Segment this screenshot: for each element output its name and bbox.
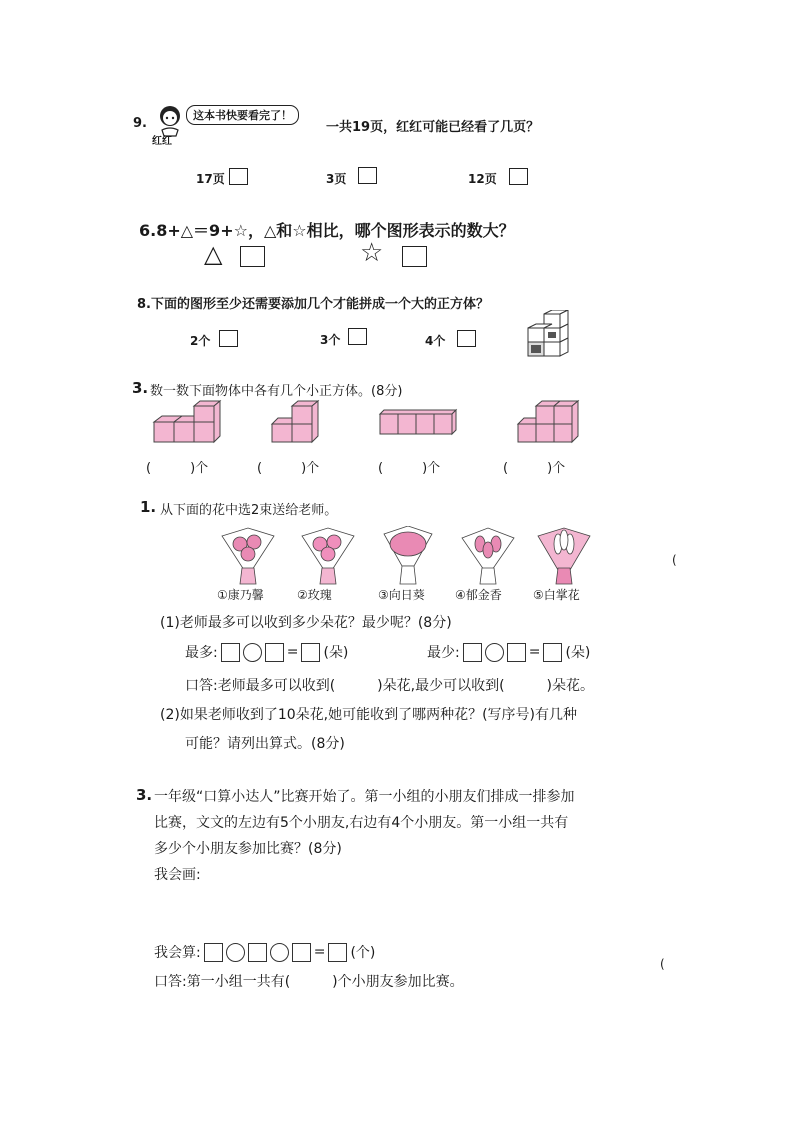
q8-answer-box-2[interactable] — [348, 328, 367, 345]
star-icon: ☆ — [360, 238, 384, 268]
flower-label-3: ③向日葵 — [378, 588, 425, 602]
least-operator-circle[interactable] — [485, 643, 504, 662]
most-box-1[interactable] — [221, 643, 240, 662]
calc-operator-circle-1[interactable] — [226, 943, 245, 962]
cropped-line-remnant — [170, 764, 360, 770]
q8-answer-box-3[interactable] — [457, 330, 476, 347]
calc-equation — [154, 942, 375, 962]
q3a-answer-3[interactable]: ( )个 — [378, 461, 441, 476]
q3b-line2: 比赛，文文的左边有5个小朋友,右边有4个小朋友。第一小组一共有 — [154, 815, 569, 831]
flower-bouquets — [218, 526, 598, 586]
q9-text: 一共19页，红红可能已经看了几页？ — [326, 120, 540, 135]
least-box-1[interactable] — [463, 643, 482, 662]
q3b-draw-label: 我会画: — [154, 867, 201, 883]
q8-option-4: 4个 — [425, 334, 446, 348]
q9-number: 9. — [133, 116, 147, 131]
q8-option-2: 2个 — [190, 334, 211, 348]
bouquet-2 — [302, 528, 354, 584]
q9-answer-box-3[interactable] — [509, 168, 528, 185]
least-box-2[interactable] — [507, 643, 526, 662]
flower-label-1: ①康乃馨 — [217, 588, 264, 602]
q1-number: 1. — [140, 498, 157, 516]
q3a-answer-2[interactable]: ( )个 — [257, 461, 320, 476]
cube-figure-1 — [154, 401, 220, 442]
calc-result-box[interactable] — [328, 943, 347, 962]
calc-operator-circle-2[interactable] — [270, 943, 289, 962]
margin-mark-2: ( — [660, 957, 665, 971]
calc-box-2[interactable] — [248, 943, 267, 962]
q8-answer-box-1[interactable] — [219, 330, 238, 347]
least-result-box[interactable] — [543, 643, 562, 662]
q3a-text: 数一数下面物体中各有几个小正方体。(8分) — [150, 384, 403, 399]
cube-figures — [150, 398, 610, 450]
most-operator-circle[interactable] — [243, 643, 262, 662]
calc-unit: (个) — [350, 945, 376, 961]
speech-bubble: 这本书快要看完了！ — [186, 105, 299, 125]
q3a-answer-1[interactable]: ( )个 — [146, 461, 209, 476]
flower-label-5: ⑤白掌花 — [533, 588, 580, 602]
q9-answer-box-2[interactable] — [358, 167, 377, 184]
least-equals: = — [528, 644, 541, 660]
q9-option-3: 3页 — [326, 172, 347, 186]
bouquet-3 — [384, 526, 432, 584]
cube-figure-4 — [518, 401, 578, 442]
q9-option-17: 17页 — [196, 172, 225, 186]
most-box-2[interactable] — [265, 643, 284, 662]
girl-name: 红红 — [152, 136, 172, 147]
q9-option-12: 12页 — [468, 172, 497, 186]
flower-label-2: ②玫瑰 — [297, 588, 332, 602]
q3b-line3: 多少个小朋友参加比赛？(8分) — [154, 841, 342, 857]
q1-sub2-line1: (2)如果老师收到了10朵花,她可能收到了哪两种花？(写序号)有几种 — [160, 707, 578, 723]
least-equation — [427, 642, 590, 662]
least-unit: (朵) — [565, 645, 591, 661]
q8-option-3: 3个 — [320, 333, 341, 347]
q3a-number: 3. — [132, 379, 149, 397]
q3b-line1: 一年级“口算小达人”比赛开始了。第一小组的小朋友们排成一排参加 — [154, 789, 575, 805]
cropped-line-remnant-2 — [160, 1000, 290, 1005]
calc-equals: = — [313, 944, 326, 960]
triangle-answer-box[interactable] — [240, 246, 265, 267]
drawing-area[interactable] — [154, 884, 634, 934]
cube-figure-3 — [380, 410, 456, 434]
least-label: 最少: — [427, 645, 460, 661]
q8-text: 8.下面的图形至少还需要添加几个才能拼成一个大的正方体？ — [137, 297, 489, 312]
q1-sub1: (1)老师最多可以收到多少朵花？最少呢？(8分) — [160, 615, 452, 631]
calc-label: 我会算: — [154, 945, 201, 961]
margin-mark-1: ( — [672, 553, 677, 567]
bouquet-1 — [222, 528, 274, 584]
triangle-icon: △ — [204, 240, 223, 268]
most-result-box[interactable] — [301, 643, 320, 662]
q1-oral-answer[interactable]: 口答:老师最多可以收到( )朵花,最少可以收到( )朵花。 — [185, 678, 595, 694]
cube-figure-2 — [272, 401, 318, 442]
q3b-oral-answer[interactable]: 口答:第一小组一共有( )个小朋友参加比赛。 — [154, 974, 464, 990]
cube-structure-figure — [524, 310, 574, 360]
bouquet-5 — [538, 528, 590, 584]
most-label: 最多: — [185, 645, 218, 661]
calc-box-1[interactable] — [204, 943, 223, 962]
q3a-answer-4[interactable]: ( )个 — [503, 461, 566, 476]
calc-box-3[interactable] — [292, 943, 311, 962]
q6-text: 6.8+△＝9+☆，△和☆相比，哪个图形表示的数大？ — [139, 221, 515, 240]
q1-text: 从下面的花中选2束送给老师。 — [160, 503, 338, 518]
most-unit: (朵) — [323, 645, 349, 661]
q9-answer-box-1[interactable] — [229, 168, 248, 185]
flower-label-4: ④郁金香 — [455, 588, 502, 602]
most-equation — [185, 642, 348, 662]
most-equals: = — [286, 644, 299, 660]
star-answer-box[interactable] — [402, 246, 427, 267]
q3b-number: 3. — [136, 786, 153, 804]
q1-sub2-line2: 可能？请列出算式。(8分) — [185, 736, 345, 752]
bouquet-4 — [462, 528, 514, 584]
